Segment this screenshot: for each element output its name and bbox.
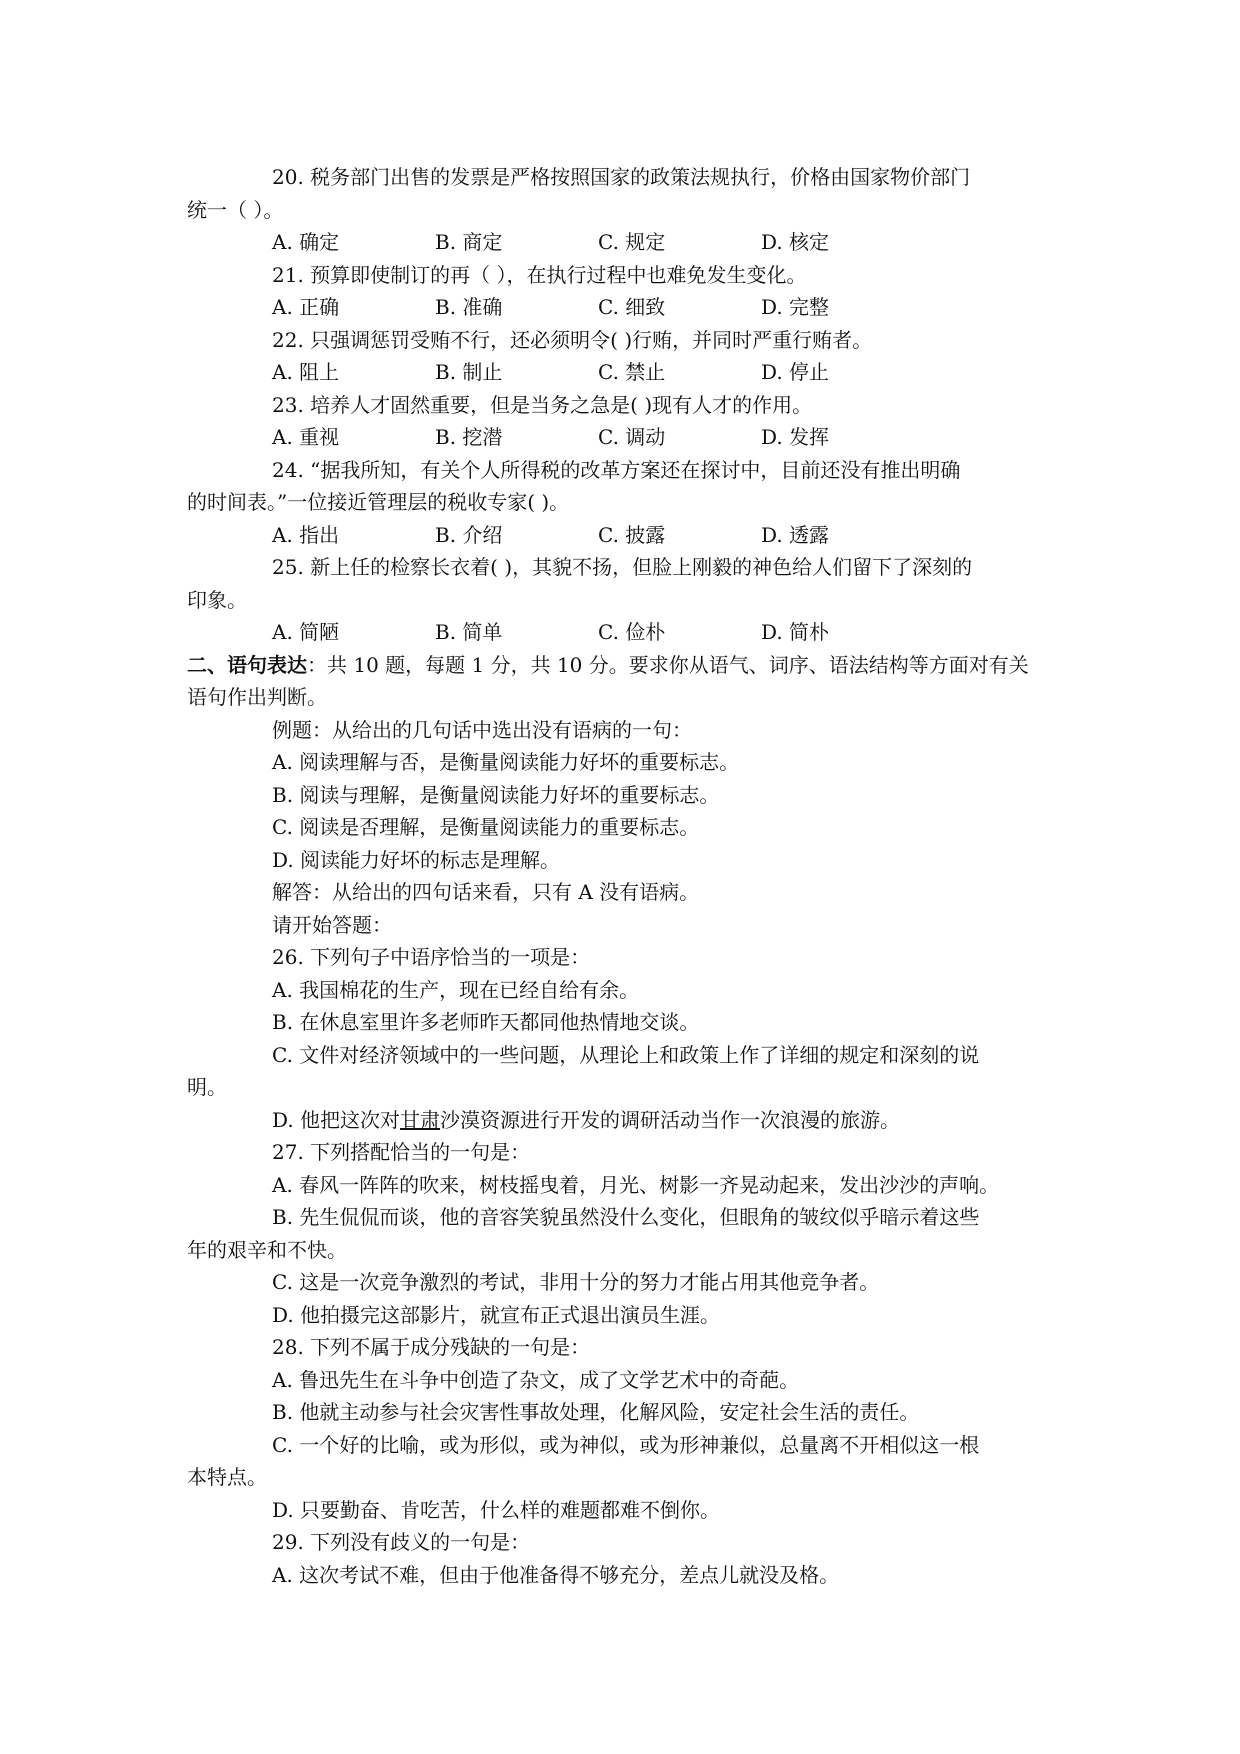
question-27-option-b: B. 先生侃侃而谈，他的音容笑貌虽然没什么变化，但眼角的皱纹似乎暗示着这些 xyxy=(272,1205,980,1229)
question-27-stem: 27. 下列搭配恰当的一句是： xyxy=(272,1140,531,1164)
option-a: A. 确定 xyxy=(272,230,340,254)
question-20-stem-continued: 统一（ ）。 xyxy=(187,197,284,222)
option-a: A. 重视 xyxy=(272,425,340,449)
question-25-options xyxy=(187,616,1067,649)
start-instruction: 请开始答题： xyxy=(272,912,392,937)
option-b: B. 介绍 xyxy=(435,522,503,547)
question-25-stem: 25. 新上任的检察长衣着( )，其貌不扬，但脸上刚毅的神色给人们留下了深刻的 xyxy=(272,555,973,579)
option-a: A. 阻上 xyxy=(272,360,340,384)
example-option-d: D. 阅读能力好坏的标志是理解。 xyxy=(272,847,561,872)
section-description-continued: 语句作出判断。 xyxy=(187,685,327,709)
question-27-option-a: A. 春风一阵阵的吹来，树枝摇曳着，月光、树影一齐晃动起来，发出沙沙的声响。 xyxy=(272,1172,1000,1197)
question-23-options xyxy=(187,421,1067,454)
question-22-options xyxy=(187,356,1067,389)
option-c: C. 俭朴 xyxy=(598,620,666,644)
option-b: B. 准确 xyxy=(435,295,503,319)
exam-content xyxy=(187,161,1067,1591)
option-b: B. 制止 xyxy=(435,360,503,384)
option-b: B. 商定 xyxy=(435,230,503,254)
question-26-option-b: B. 在休息室里许多老师昨天都同他热情地交谈。 xyxy=(272,1010,700,1034)
underlined-term: 甘肃 xyxy=(400,1107,441,1132)
question-24-options xyxy=(187,519,1067,552)
option-d-text-start: D. 他把这次对 xyxy=(272,1107,401,1132)
option-a: A. 简陋 xyxy=(272,620,340,644)
option-d-text-end: 沙漠资源进行开发的调研活动当作一次浪漫的旅游。 xyxy=(440,1107,901,1132)
question-27-option-d: D. 他拍摄完这部影片，就宣布正式退出演员生涯。 xyxy=(272,1302,721,1327)
option-c: C. 细致 xyxy=(598,295,666,319)
question-24-stem-continued: 的时间表。”一位接近管理层的税收专家( )。 xyxy=(187,490,570,514)
question-26-stem: 26. 下列句子中语序恰当的一项是： xyxy=(272,945,591,969)
example-option-b: B. 阅读与理解，是衡量阅读能力好坏的重要标志。 xyxy=(272,782,720,807)
option-c: C. 披露 xyxy=(598,522,666,547)
question-28-option-c-continued: 本特点。 xyxy=(187,1465,267,1489)
question-25-stem-continued: 印象。 xyxy=(187,587,247,612)
question-20-options xyxy=(187,226,1067,259)
question-20-stem: 20. 税务部门出售的发票是严格按照国家的政策法规执行，价格由国家物价部门 xyxy=(272,165,971,189)
option-d: D. 发挥 xyxy=(761,425,830,449)
question-26-option-c: C. 文件对经济领域中的一些问题，从理论上和政策上作了详细的规定和深刻的说 xyxy=(272,1042,980,1067)
question-21-options xyxy=(187,291,1067,324)
section-description: ：共 10 题，每题 1 分，共 10 分。要求你从语气、词序、语法结构等方面对有关 xyxy=(307,652,1029,677)
option-a: A. 指出 xyxy=(272,522,340,547)
option-c: C. 禁止 xyxy=(598,360,666,384)
example-option-c: C. 阅读是否理解，是衡量阅读能力的重要标志。 xyxy=(272,815,700,839)
example-title: 例题：从给出的几句话中选出没有语病的一句： xyxy=(272,717,692,742)
example-option-a: A. 阅读理解与否，是衡量阅读能力好坏的重要标志。 xyxy=(272,750,740,774)
option-b: B. 简单 xyxy=(435,620,503,644)
question-28-option-c: C. 一个好的比喻，或为形似，或为神似，或为形神兼似，总量离不开相似这一根 xyxy=(272,1432,980,1457)
option-d: D. 完整 xyxy=(761,295,830,319)
option-b: B. 挖潜 xyxy=(435,425,503,449)
question-22-stem: 22. 只强调惩罚受贿不行，还必须明令( )行贿，并同时严重行贿者。 xyxy=(272,327,873,352)
question-29-option-a: A. 这次考试不难，但由于他准备得不够充分，差点儿就没及格。 xyxy=(272,1562,840,1587)
question-28-option-a: A. 鲁迅先生在斗争中创造了杂文，成了文学艺术中的奇葩。 xyxy=(272,1367,800,1392)
section-heading: 二、语句表达 xyxy=(187,652,307,677)
question-28-option-d: D. 只要勤奋、肯吃苦，什么样的难题都难不倒你。 xyxy=(272,1497,721,1522)
question-21-stem: 21. 预算即使制订的再（ ），在执行过程中也难免发生变化。 xyxy=(272,262,807,287)
option-d: D. 简朴 xyxy=(761,620,830,644)
example-answer: 解答：从给出的四句话来看，只有 A 没有语病。 xyxy=(272,880,700,904)
question-23-stem: 23. 培养人才固然重要，但是当务之急是( )现有人才的作用。 xyxy=(272,392,813,417)
option-c: C. 规定 xyxy=(598,230,666,254)
option-d: D. 透露 xyxy=(761,522,830,547)
question-28-option-b: B. 他就主动参与社会灾害性事故处理，化解风险，安定社会生活的责任。 xyxy=(272,1400,920,1424)
option-c: C. 调动 xyxy=(598,425,666,449)
section-2-intro xyxy=(187,649,1067,682)
question-28-stem: 28. 下列不属于成分残缺的一句是： xyxy=(272,1335,591,1359)
question-24-stem: 24. “据我所知，有关个人所得税的改革方案还在探讨中，目前还没有推出明确 xyxy=(272,457,961,482)
question-27-option-b-continued: 年的艰辛和不快。 xyxy=(187,1237,347,1262)
option-d: D. 停止 xyxy=(761,360,830,384)
question-27-option-c: C. 这是一次竞争激烈的考试，非用十分的努力才能占用其他竞争者。 xyxy=(272,1270,880,1294)
option-a: A. 正确 xyxy=(272,295,340,319)
question-26-option-c-continued: 明。 xyxy=(187,1075,227,1099)
question-29-stem: 29. 下列没有歧义的一句是： xyxy=(272,1530,531,1554)
option-d: D. 核定 xyxy=(761,230,830,254)
question-26-option-d xyxy=(187,1104,1067,1137)
question-26-option-a: A. 我国棉花的生产，现在已经自给有余。 xyxy=(272,977,640,1002)
